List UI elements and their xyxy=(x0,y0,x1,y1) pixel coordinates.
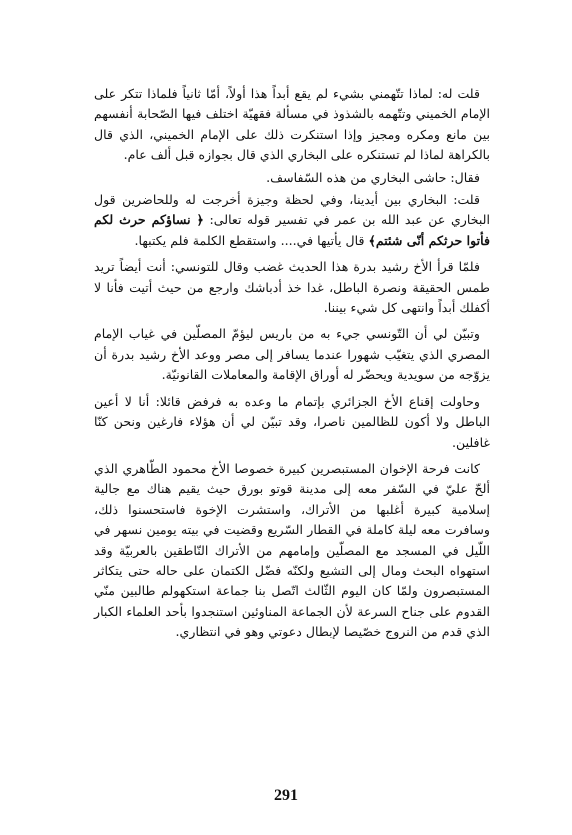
paragraph-2 xyxy=(94,168,490,188)
paragraph-1 xyxy=(94,84,490,166)
paragraph-7 xyxy=(94,459,490,643)
paragraph-6-text: وحاولت إقناع الأخ الجزائري بإتمام ما وعده به فرفض قائلا: أنا لا أعين الباطل ولا أكون للظالمين ناصرا، وقد تبيّن لي أن هؤلاء فارغين ونحن كنّا غافلين. xyxy=(94,393,490,450)
paragraph-5 xyxy=(94,324,490,385)
paragraph-4-text: فلمّا قرأ الأخ رشيد بدرة هذا الحديث غضب وقال للتونسي: أنت أيضاً تريد طمس الحقيقة ونصرة الباطل، غدا خذ أدباشك وارجع من حيث أتيت فأنا لا أكفلك أبداً وانتهى كل شيء بيننا. xyxy=(94,259,490,316)
paragraph-3-text-a: قلت: البخاري بين أيدينا، وفي لحظة وجيزة أخرجت له وللحاضرين قول البخاري عن عبد الله بن عمر في تفسير قوله تعالى: xyxy=(94,192,490,228)
page-body-text xyxy=(94,84,490,649)
page-number: 291 xyxy=(274,787,298,804)
paragraph-5-text: وتبيّن لي أن التّونسي جيء به من باريس ليؤمّ المصلّين في غياب الإمام المصري الذي يتغيّب شهورا عندما يسافر إلى مصر ووعد الأخ رشيد بدرة أن يزوّجه من سويدية ويحضّر له أوراق الإقامة والمعاملات القانونيّة. xyxy=(94,326,490,383)
paragraph-4 xyxy=(94,257,490,318)
paragraph-3 xyxy=(94,190,490,251)
paragraph-6 xyxy=(94,392,490,453)
quran-verse-quote: ﴿ نساؤكم حرث لكم فأتوا حرثكم أنّى شئتم﴾ xyxy=(94,212,490,248)
paragraph-1-text: قلت له: لماذا تتّهمني بشيء لم يقع أبداً هذا أولاً، أمّا ثانياً فلماذا تتكر على الإمام الخميني وتتّهمه بالشذوذ في مسألة فقهيّة اختلف فيها الصّحابة أنفسهم بين مانع ومكره ومجيز وإذا استنكرت ذلك على الإمام الخميني، الذي قال بالكراهة لماذا لم تستنكره على البخاري الذي قال بجوازه قبل ألف عام. xyxy=(94,86,490,163)
paragraph-2-text: فقال: حاشى البخاري من هذه السّفاسف. xyxy=(266,169,480,185)
paragraph-3-text-b: قال يأتيها في.... واستقطع الكلمة فلم يكتبها. xyxy=(134,232,369,248)
paragraph-7-text: كانت فرحة الإخوان المستبصرين كبيرة خصوصا الأخ محمود الطّاهري الذي ألحّ عليّ في السّفر معه إلى مدينة قوتو بورق حيث يقيم هناك مع جالية إسلامية كبيرة أغلبها من الأتراك، واستشرت الإخوة فاستحسنوا ذلك، وسافرت معه ليلة كاملة في القطار السّريع وقضيت في بيته يومين نسهر في اللّيل في المسجد مع المصلّين وإمامهم من الأتراك النّاطقين بالعربيّة وقد استهواه البحث ومال إلى التشيع ولكنّه فضّل الكتمان على حاله حتى يتكاثر المستبصرون ولمّا كان اليوم الثّالث اتّصل بنا جماعة استكهولم طالبين منّي القدوم على جناح السرعة لأن الجماعة المناوئين استنجدوا بأحد العلماء الكبار الذي قدم من النروج خصّيصا لإبطال دعوتي وهو في انتظاري. xyxy=(94,460,490,640)
